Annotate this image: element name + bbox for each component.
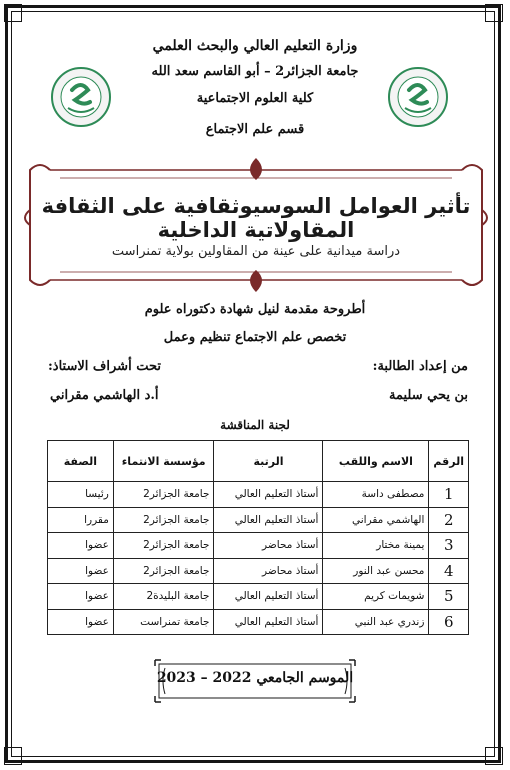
member-number: 6: [429, 609, 469, 635]
supervisor-name: أ.د الهاشمي مقراني: [50, 388, 159, 403]
table-header-row: [48, 441, 469, 482]
member-role: عضوا: [48, 609, 114, 635]
member-role: عضوا: [48, 533, 114, 559]
member-institution: جامعة الجزائر2: [113, 533, 214, 559]
member-rank: أستاذ التعليم العالي: [214, 482, 323, 508]
column-header: الرتبة: [214, 441, 323, 482]
university-logo-right: [387, 66, 449, 128]
table-row: [48, 533, 469, 559]
member-institution: جامعة تمنراست: [113, 609, 214, 635]
thesis-title: تأثير العوامل السوسيوثقافية على الثقافة المقاولاتية الداخلية: [41, 194, 471, 242]
member-institution: جامعة الجزائر2: [113, 482, 214, 508]
member-role: مقررا: [48, 507, 114, 533]
table-row: [48, 482, 469, 508]
member-institution: جامعة الجزائر2: [113, 558, 214, 584]
member-name: زندري عبد النبي: [323, 609, 429, 635]
member-role: عضوا: [48, 584, 114, 610]
committee-table: [47, 440, 469, 635]
member-institution: جامعة البليدة2: [113, 584, 214, 610]
university-logo-left: [50, 66, 112, 128]
member-name: محسن عبد النور: [323, 558, 429, 584]
ministry-name: وزارة التعليم العالي والبحث العلمي: [152, 38, 358, 54]
member-rank: أستاذ التعليم العالي: [214, 609, 323, 635]
member-name: يمينة مختار: [323, 533, 429, 559]
table-row: [48, 558, 469, 584]
department-name: قسم علم الاجتماع: [205, 122, 305, 137]
member-number: 3: [429, 533, 469, 559]
university-name: جامعة الجزائر2 – أبو القاسم سعد الله: [151, 64, 359, 79]
member-role: عضوا: [48, 558, 114, 584]
member-institution: جامعة الجزائر2: [113, 507, 214, 533]
student-name: بن يحي سليمة: [388, 388, 468, 403]
thesis-subtitle: دراسة ميدانية على عينة من المقاولين بولاية تمنراست: [111, 244, 401, 259]
member-rank: أستاذ محاضر: [214, 533, 323, 559]
academic-season-banner: [153, 658, 357, 704]
column-header: الرقم: [429, 441, 469, 482]
member-rank: أستاذ محاضر: [214, 558, 323, 584]
table-row: [48, 584, 469, 610]
prepared-by-label: من إعداد الطالبة:: [372, 359, 468, 374]
table-row: [48, 609, 469, 635]
member-number: 1: [429, 482, 469, 508]
corner-ornament: [4, 747, 22, 765]
supervisor-label: تحت أشراف الاستاذ:: [48, 359, 161, 374]
title-frame: [20, 150, 492, 300]
faculty-name: كلية العلوم الاجتماعية: [196, 91, 314, 106]
committee-title: لجنة المناقشة: [220, 418, 290, 432]
thesis-type: أطروحة مقدمة لنيل شهادة دكتوراه علوم: [144, 302, 366, 317]
corner-ornament: [485, 747, 503, 765]
member-number: 2: [429, 507, 469, 533]
member-rank: أستاذ التعليم العالي: [214, 584, 323, 610]
specialty: تخصص علم الاجتماع تنظيم وعمل: [163, 330, 347, 345]
member-number: 5: [429, 584, 469, 610]
corner-ornament: [485, 4, 503, 22]
column-header: الصفة: [48, 441, 114, 482]
member-name: الهاشمي مقراني: [323, 507, 429, 533]
table-row: [48, 507, 469, 533]
member-number: 4: [429, 558, 469, 584]
corner-ornament: [4, 4, 22, 22]
member-name: مصطفى داسة: [323, 482, 429, 508]
member-name: شويمات كريم: [323, 584, 429, 610]
member-role: رئيسا: [48, 482, 114, 508]
column-header: مؤسسة الانتماء: [113, 441, 214, 482]
academic-season: الموسم الجامعي 2022 – 2023: [156, 670, 354, 686]
member-rank: أستاذ التعليم العالي: [214, 507, 323, 533]
column-header: الاسم واللقب: [323, 441, 429, 482]
